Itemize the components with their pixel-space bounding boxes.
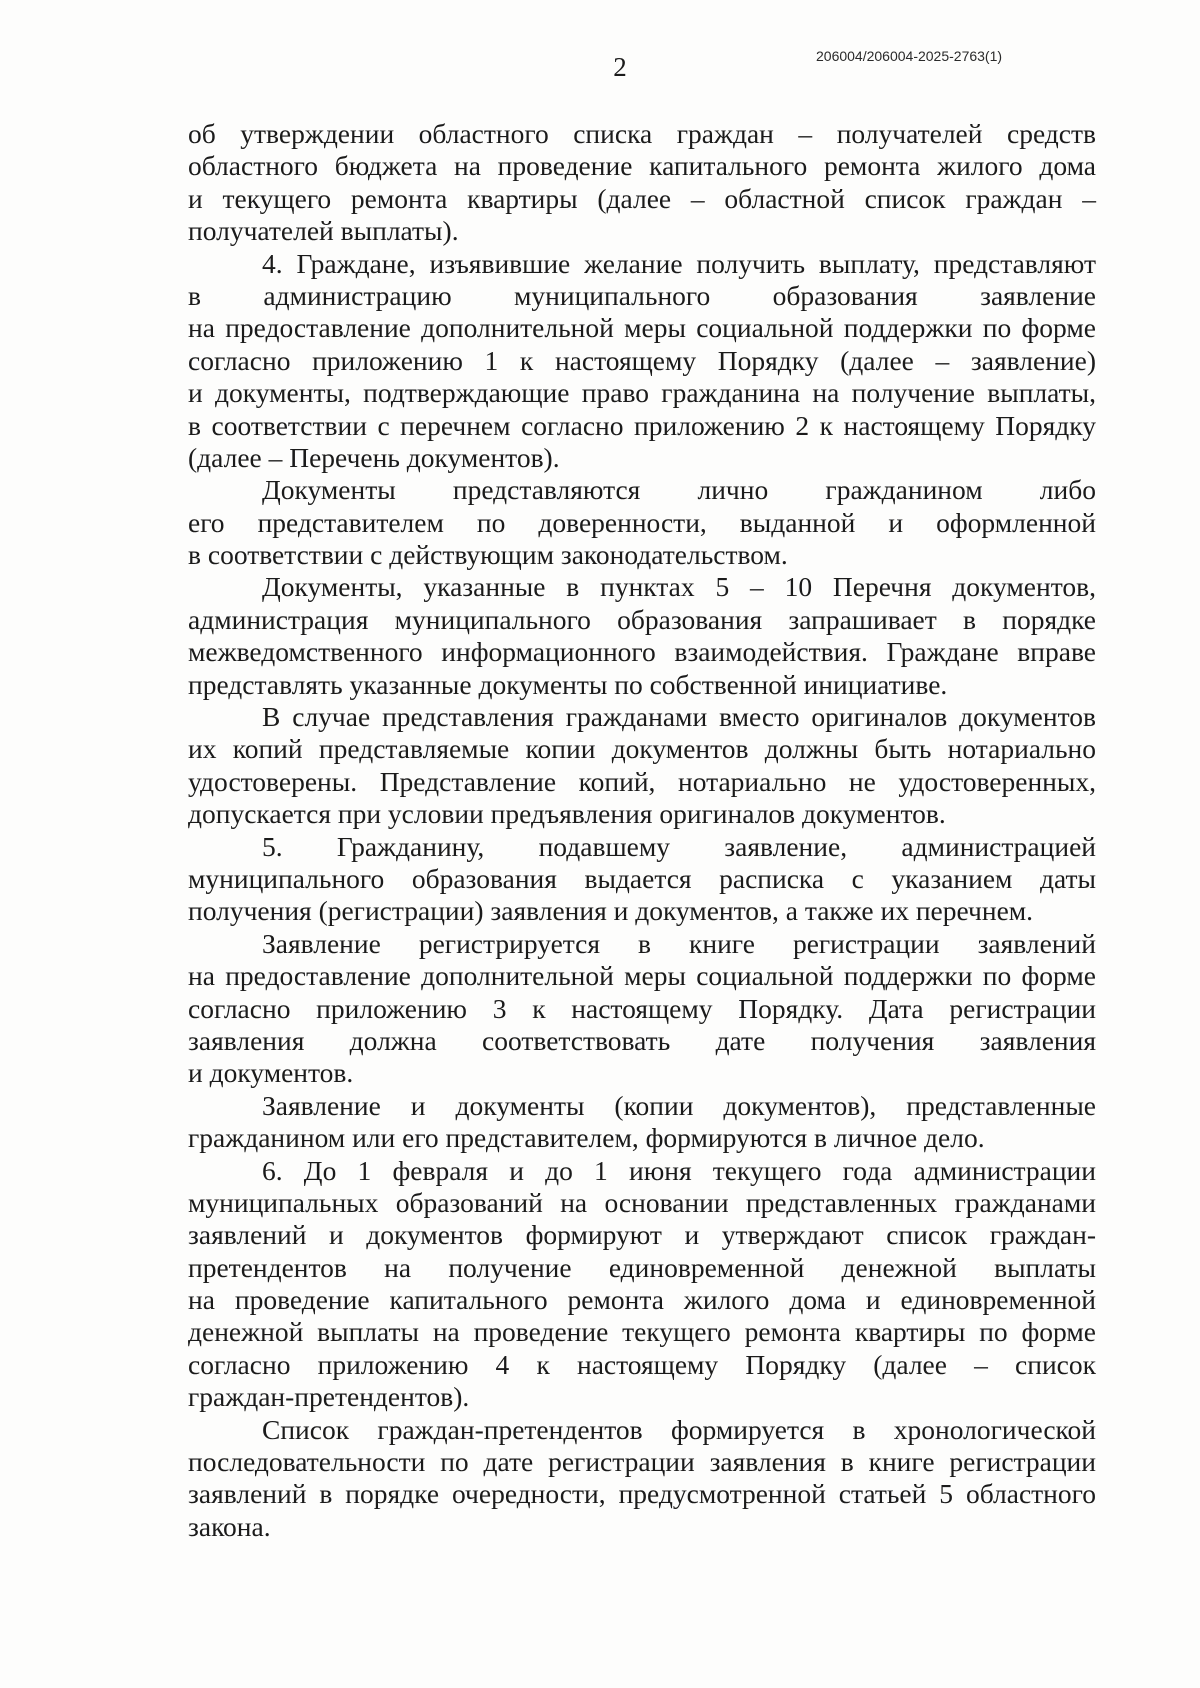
text-line: межведомственного информационного взаимодействия. Граждане вправе (188, 636, 1096, 668)
text-line: администрация муниципального образования запрашивает в порядке (188, 603, 1096, 635)
text-line: гражданином или его представителем, формируются в личное дело. (188, 1122, 985, 1154)
text-line: заявлений в порядке очередности, предусмотренной статьей 5 областного (188, 1478, 1096, 1510)
text-line: и документы, подтверждающие право гражданина на получение выплаты, (188, 377, 1096, 409)
text-line: 5. Гражданину, подавшему заявление, администрацией (262, 830, 1096, 862)
text-line: согласно приложению 3 к настоящему Порядку. Дата регистрации (188, 992, 1096, 1024)
text-line: заявления должна соответствовать дате получения заявления (188, 1024, 1096, 1056)
text-line: 4. Граждане, изъявившие желание получить выплату, представляют (262, 247, 1096, 279)
text-line: Заявление регистрируется в книге регистрации заявлений (262, 927, 1096, 959)
text-line: на проведение капитального ремонта жилого дома и единовременной (188, 1284, 1096, 1316)
text-line: в соответствии с действующим законодательством. (188, 539, 788, 571)
page-number: 2 (613, 52, 627, 82)
text-line: денежной выплаты на проведение текущего ремонта квартиры по форме (188, 1316, 1096, 1348)
text-line: областного бюджета на проведение капитального ремонта жилого дома (188, 150, 1096, 182)
text-line: согласно приложению 4 к настоящему Порядку (далее – список (188, 1348, 1096, 1380)
text-line: претендентов на получение единовременной денежной выплаты (188, 1251, 1096, 1283)
text-line: (далее – Перечень документов). (188, 441, 560, 473)
text-line: получения (регистрации) заявления и документов, а также их перечнем. (188, 895, 1034, 927)
text-line: граждан-претендентов). (188, 1381, 470, 1413)
text-line: согласно приложению 1 к настоящему Порядку (далее – заявление) (188, 344, 1096, 376)
text-line: об утверждении областного списка граждан – получателей средств (188, 118, 1096, 149)
text-line: Документы представляются лично гражданином либо (262, 474, 1096, 506)
text-line: на предоставление дополнительной меры социальной поддержки по форме (188, 312, 1096, 344)
text-line: и документов. (188, 1057, 354, 1089)
text-line: Список граждан-претендентов формируется в хронологической (262, 1413, 1096, 1445)
text-line: и текущего ремонта квартиры (далее – областной список граждан – (188, 182, 1096, 214)
text-line: на предоставление дополнительной меры социальной поддержки по форме (188, 960, 1096, 992)
text-line: муниципальных образований на основании представленных гражданами (188, 1186, 1096, 1218)
text-line: последовательности по дате регистрации заявления в книге регистрации (188, 1446, 1096, 1478)
text-line: в соответствии с перечнем согласно приложению 2 к настоящему Порядку (188, 409, 1096, 441)
text-line: его представителем по доверенности, выданной и оформленной (188, 506, 1096, 538)
text-line: допускается при условии предъявления оригиналов документов. (188, 798, 946, 830)
text-line: 6. До 1 февраля и до 1 июня текущего года администрации (262, 1154, 1096, 1186)
text-line: Документы, указанные в пунктах 5 – 10 Перечня документов, (262, 571, 1096, 603)
text-line: представлять указанные документы по собственной инициативе. (188, 668, 948, 700)
text-line: их копий представляемые копии документов должны быть нотариально (188, 733, 1096, 765)
text-line: муниципального образования выдается расписка с указанием даты (188, 862, 1096, 894)
document-body (188, 118, 1096, 1543)
text-line: закона. (188, 1510, 271, 1542)
text-line: заявлений и документов формируют и утверждают список граждан- (188, 1219, 1096, 1251)
text-line: удостоверены. Представление копий, нотариально не удостоверенных, (188, 765, 1096, 797)
text-line: в администрацию муниципального образования заявление (188, 279, 1096, 311)
document-id: 206004/206004-2025-2763(1) (816, 48, 1003, 64)
text-line: получателей выплаты). (188, 215, 459, 247)
text-line: В случае представления гражданами вместо оригиналов документов (262, 701, 1096, 733)
text-line: Заявление и документы (копии документов), представленные (262, 1089, 1096, 1121)
